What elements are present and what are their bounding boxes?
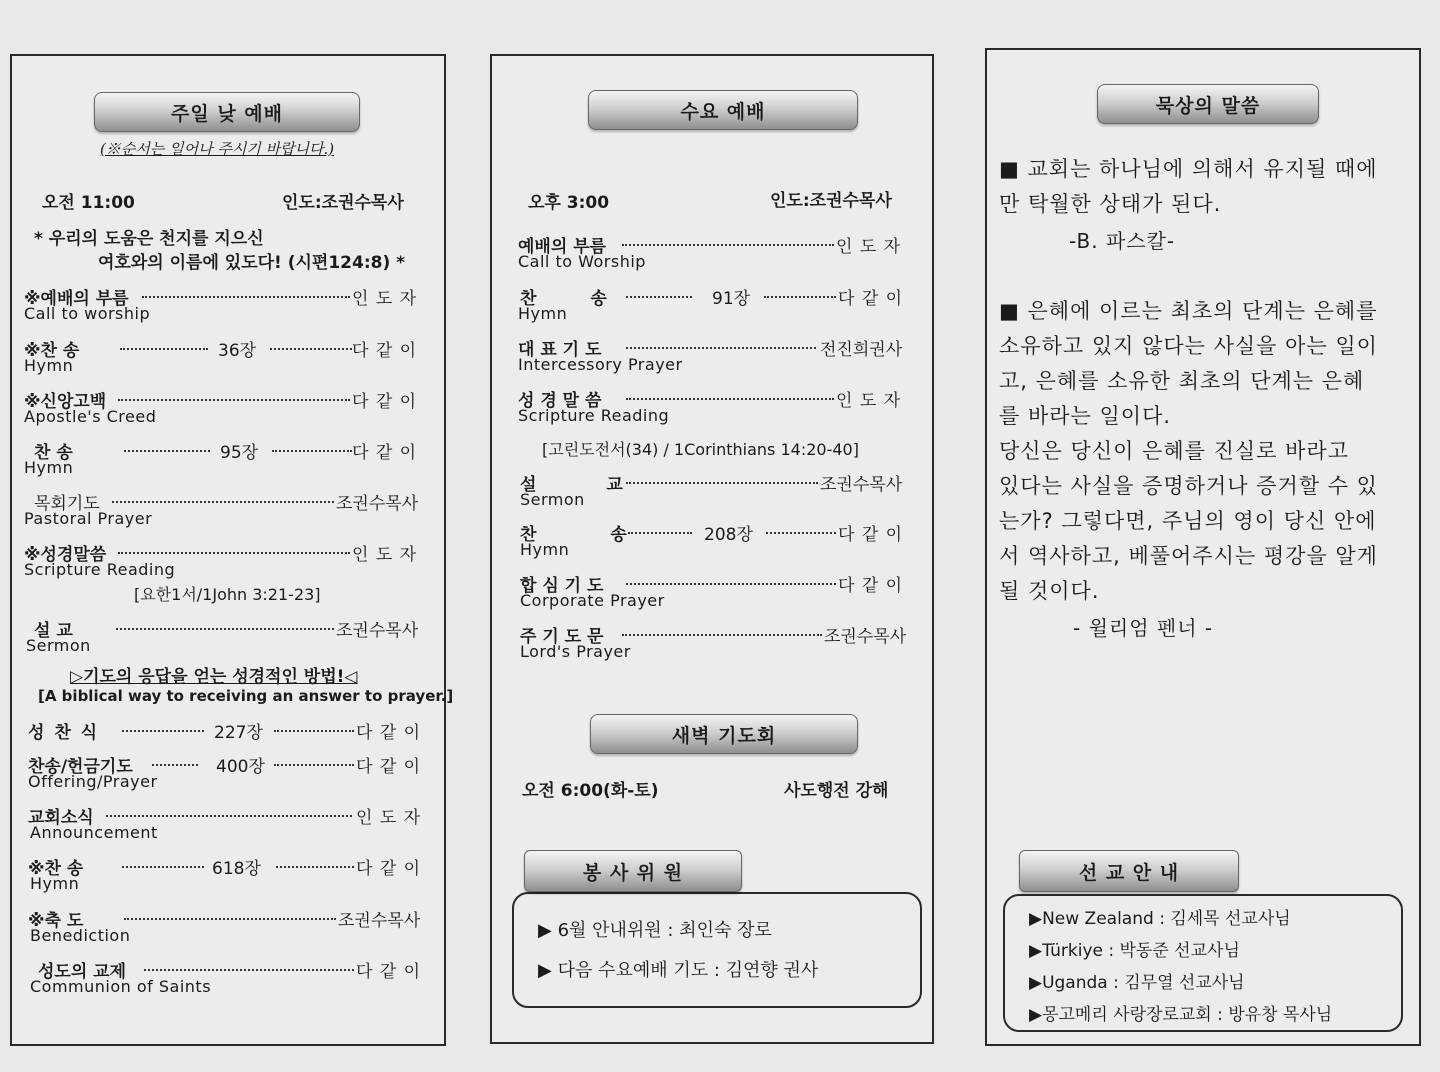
sunday-worship-panel [10,54,454,1046]
dawn-title: 새벽 기도회 [590,714,858,754]
sunday-scripture-ref: [요한1서/1John 3:21-23] [134,585,321,604]
volunteers-title: 봉 사 위 원 [524,850,742,892]
sunday-verse-line1: * 우리의 도움은 천지를 지으신 [34,229,264,249]
meditation-line: 를 바라는 일이다. [999,404,1172,428]
meditation-title: 묵상의 말씀 [1097,84,1319,124]
meditation-author: - 윌리엄 펜너 - [1073,616,1214,640]
sunday-item: 설 교 조권수목사 Sermon [26,621,419,655]
meditation-line: 당신은 당신이 은혜를 진실로 바라고 [999,439,1349,463]
meditation-line: 소유하고 있지 않다는 사실을 아는 일이 [999,334,1378,358]
sunday-verse-line2: 여호와의 이름에 있도다! (시편124:8) * [98,253,406,273]
mission-item: ▶New Zealand : 김세목 선교사님 [1029,909,1291,929]
wednesday-item: 찬 송 208장 다 같 이 Hymn [520,525,904,559]
mission-item: ▶몽고메리 사랑장로교회 : 방유창 목사님 [1029,1005,1333,1025]
wednesday-item: 설 교 조권수목사 Sermon [520,475,903,509]
sunday-item: ※예배의 부름 인 도 자 Call to worship [24,289,418,323]
sunday-item: 성도의 교제 다 같 이 Communion of Saints [30,962,422,996]
meditation-line: 있다는 사실을 증명하거나 증거할 수 있 [999,474,1378,498]
wednesday-scripture-ref: [고린도전서(34) / 1Corinthians 14:20-40] [542,440,859,459]
meditation-line: 될 것이다. [999,579,1100,603]
wednesday-item: 합 심 기 도 다 같 이 Corporate Prayer [520,576,904,610]
meditation-line: 고, 은혜를 소유한 최초의 단계는 은혜 [999,369,1365,393]
sunday-note: (※순서는 일어나 주시기 바랍니다.) [100,140,335,158]
wednesday-title: 수요 예배 [588,90,858,130]
volunteer-item: ▶ 6월 안내위원 : 최인숙 장로 [538,920,772,941]
meditation-author: -B. 파스칼- [1069,229,1176,253]
wednesday-item: 찬 송 91장 다 같 이 Hymn [518,289,904,323]
sunday-sermon-title: ▷기도의 응답을 얻는 성경적인 방법!◁ [70,667,358,687]
sunday-item: 찬 송 95장 다 같 이 Hymn [24,443,418,477]
missions-box [1003,894,1403,1032]
sunday-leader: 인도:조권수목사 [282,193,404,213]
wednesday-worship-panel [490,54,934,1044]
sunday-item: ※신앙고백 다 같 이 Apostle's Creed [24,392,418,426]
volunteers-box [512,892,922,1008]
meditation-line: ■ 교회는 하나님에 의해서 유지될 때에 [999,157,1378,181]
sunday-item: ※찬 송 618장 다 같 이 Hymn [28,859,422,893]
wednesday-item: 예배의 부름 인 도 자 Call to Worship [518,237,902,271]
mission-item: ▶Türkiye : 박동준 선교사님 [1029,941,1240,961]
sunday-sermon-title-en: [A biblical way to receiving an answer to prayer.] [38,687,454,705]
missions-title: 선 교 안 내 [1019,850,1239,892]
sunday-item: ※성경말씀 인 도 자 Scripture Reading [24,545,418,579]
sunday-item: 교회소식 인 도 자 Announcement [28,808,422,842]
sunday-item: ※축 도 조권수목사 Benediction [28,911,421,945]
dawn-time: 오전 6:00(화-토) [522,781,659,801]
wednesday-item: 주 기 도 문 조권수목사 Lord's Prayer [520,627,907,661]
sunday-title: 주일 낮 예배 [94,92,360,132]
meditation-line: 는가? 그렇다면, 주님의 영이 당신 안에 [999,509,1377,533]
mission-item: ▶Uganda : 김무열 선교사님 [1029,973,1245,993]
sunday-item: 목회기도 조권수목사 Pastoral Prayer [24,494,419,528]
volunteer-item: ▶ 다음 수요예배 기도 : 김연향 권사 [538,960,819,981]
sunday-time: 오전 11:00 [42,193,135,213]
wednesday-leader: 인도:조권수목사 [770,191,892,211]
sunday-item: ※찬 송 36장 다 같 이 Hymn [24,341,418,375]
dawn-detail: 사도행전 강해 [784,781,889,801]
meditation-line: 만 탁월한 상태가 된다. [999,192,1222,216]
meditation-panel [985,48,1421,1046]
wednesday-item: 대 표 기 도 전진희권사 Intercessory Prayer [518,340,903,374]
wednesday-item: 성 경 말 씀 인 도 자 Scripture Reading [518,391,902,425]
wednesday-time: 오후 3:00 [528,193,610,213]
meditation-line: 서 역사하고, 베풀어주시는 평강을 알게 [999,544,1378,568]
sunday-item: 찬송/헌금기도 400장 다 같 이 Offering/Prayer [28,757,422,791]
sunday-item: 성 찬 식 227장 다 같 이 [28,723,422,743]
meditation-line: ■ 은혜에 이르는 최초의 단계는 은혜를 [999,299,1378,323]
